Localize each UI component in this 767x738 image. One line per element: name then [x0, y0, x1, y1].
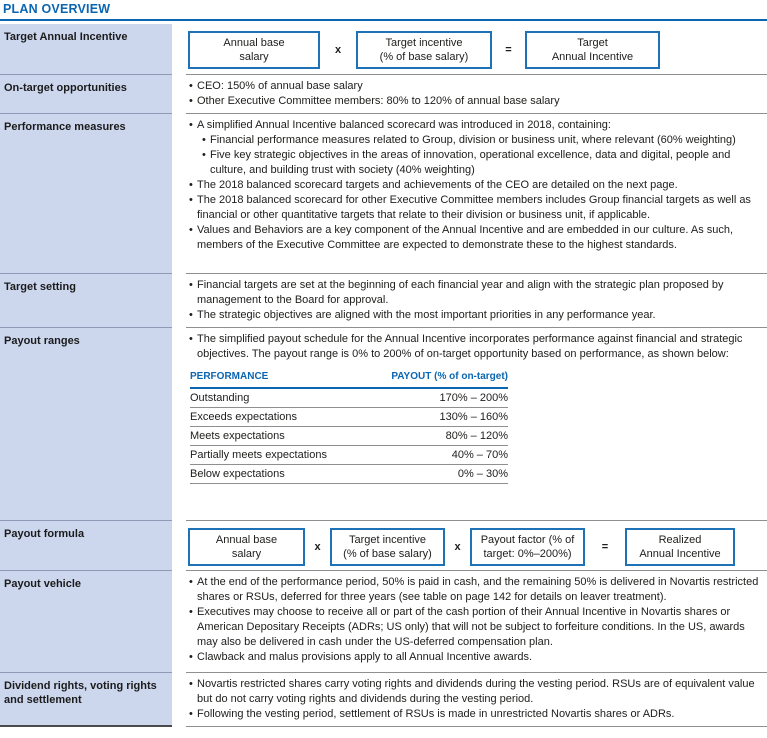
- formula-box-line: (% of base salary): [343, 548, 432, 560]
- equals-operator: =: [505, 43, 512, 56]
- formula-box-line: target: 0%–200%): [483, 548, 572, 560]
- formula-box-line: salary: [231, 548, 262, 560]
- formula-box-target-annual-incentive: [525, 31, 660, 69]
- formula-box-line: Target: [577, 37, 608, 49]
- table-row-payout-ranges: [0, 327, 767, 520]
- performance-level: Exceeds expectations: [190, 410, 298, 423]
- formula-box-line: Annual Incentive: [551, 51, 634, 63]
- formula-box-annual-base-salary: [188, 31, 320, 69]
- row-label: Payout vehicle: [0, 570, 172, 672]
- column-gap: [172, 113, 186, 273]
- table-row-on-target-opportunities: [0, 74, 767, 113]
- payout-range: 80% – 120%: [445, 429, 508, 442]
- performance-level: Outstanding: [190, 391, 250, 404]
- row-label: Target setting: [0, 273, 172, 327]
- row-content: [186, 24, 767, 74]
- formula-box-annual-base-salary: [188, 528, 305, 566]
- bullet-item: • Clawback and malus provisions apply to all Annual Incentive awards.: [188, 650, 761, 665]
- row-content: [186, 327, 767, 520]
- page-title: PLAN OVERVIEW: [3, 2, 111, 16]
- payout-range: 40% – 70%: [451, 448, 508, 461]
- row-content: [186, 672, 767, 727]
- column-gap: [172, 24, 186, 74]
- formula-box-realized-annual-incentive: [625, 528, 735, 566]
- formula-box-line: Target incentive: [348, 534, 427, 546]
- column-gap: [172, 672, 186, 727]
- bullet-item: • Financial targets are set at the beginning of each financial year and align with the strategic plan proposed by management to the Board for approval.: [188, 278, 761, 308]
- payout-range: 0% – 30%: [457, 467, 508, 480]
- payout-range: 170% – 200%: [439, 391, 508, 404]
- column-gap: [172, 327, 186, 520]
- formula-box-target-incentive: [356, 31, 492, 69]
- column-gap: [172, 570, 186, 672]
- formula-box-line: (% of base salary): [379, 51, 469, 63]
- title-rule: [0, 19, 767, 21]
- row-label: Target Annual Incentive: [0, 24, 172, 74]
- bullet-item: • CEO: 150% of annual base salary: [188, 79, 761, 94]
- row-label: On-target opportunities: [0, 74, 172, 113]
- multiply-operator: x: [314, 540, 321, 553]
- column-gap: [172, 273, 186, 327]
- performance-level: Meets expectations: [190, 429, 285, 442]
- payout-formula-diagram: [188, 528, 761, 566]
- row-label: Dividend rights, voting rights and settlement: [0, 672, 172, 727]
- payout-table: [190, 369, 508, 484]
- table-row-target-setting: [0, 273, 767, 327]
- payout-table-row: [190, 427, 508, 446]
- payout-table-row: [190, 408, 508, 427]
- column-gap: [172, 520, 186, 570]
- bullet-item: • Executives may choose to receive all or part of the cash portion of their Annual Incentive in Novartis shares or American Depositary Receipts (ADRs; US only) that will not be subject to forfeiture conditions. In the US, awards may also be delivered in cash under the US-deferred compensation plan.: [188, 605, 761, 650]
- multiply-operator: x: [454, 540, 461, 553]
- target-incentive-formula: [188, 31, 761, 69]
- sub-bullet-item: • Financial performance measures related to Group, division or business unit, where relevant (60% weighting): [201, 133, 761, 148]
- multiply-operator: x: [334, 43, 342, 56]
- formula-box-line: Payout factor (% of: [480, 534, 575, 546]
- payout-range: 130% – 160%: [439, 410, 508, 423]
- formula-box-line: Annual Incentive: [639, 548, 721, 560]
- formula-box-line: Realized: [658, 534, 702, 546]
- payout-table-row: [190, 446, 508, 465]
- column-gap: [172, 74, 186, 113]
- formula-box-target-incentive: [330, 528, 445, 566]
- bullet-item: • Following the vesting period, settlement of RSUs is made in unrestricted Novartis shares or ADRs.: [188, 707, 761, 722]
- table-row-performance-measures: [0, 113, 767, 273]
- payout-table-header-payout: PAYOUT (% of on-target): [391, 371, 508, 382]
- row-content: [186, 74, 767, 113]
- table-row-payout-formula: [0, 520, 767, 570]
- row-content: [186, 113, 767, 273]
- payout-table-header-performance: PERFORMANCE: [190, 371, 269, 382]
- row-label: Payout formula: [0, 520, 172, 570]
- equals-operator: =: [601, 540, 609, 553]
- bullet-item: • The simplified payout schedule for the Annual Incentive incorporates performance against financial and strategic objectives. The payout range is 0% to 200% of on-target opportunity based on performance, as shown below:: [188, 332, 761, 362]
- table-row-payout-vehicle: [0, 570, 767, 672]
- formula-box-line: Annual base: [223, 37, 285, 49]
- performance-level: Partially meets expectations: [190, 448, 327, 461]
- bullet-item: • The 2018 balanced scorecard for other Executive Committee members includes Group financial targets as well as financial or other quantitative targets that relate to their division or business unit, if applicable.: [188, 193, 761, 223]
- payout-table-row: [190, 389, 508, 408]
- formula-box-line: salary: [239, 51, 269, 63]
- bullet-item: • The 2018 balanced scorecard targets and achievements of the CEO are detailed on the next page.: [188, 178, 761, 193]
- row-content: [186, 273, 767, 327]
- bullet-item: • The strategic objectives are aligned with the most important priorities in any performance year.: [188, 308, 761, 323]
- payout-table-row: [190, 465, 508, 484]
- formula-box-line: Target incentive: [385, 37, 463, 49]
- row-label: Payout ranges: [0, 327, 172, 520]
- bullet-item: • A simplified Annual Incentive balanced scorecard was introduced in 2018, containing:: [188, 118, 761, 133]
- table-row-dividend-rights: [0, 672, 767, 727]
- bullet-item: • Novartis restricted shares carry voting rights and dividends during the vesting period. RSUs are of equivalent value but do not carry voting rights and dividends during the vesting period.: [188, 677, 761, 707]
- bullet-item: • Values and Behaviors are a key component of the Annual Incentive and are embedded in our culture. As such, members of the Executive Committee are expected to demonstrate these to the highest standards.: [188, 223, 761, 253]
- row-content: [186, 570, 767, 672]
- performance-level: Below expectations: [190, 467, 285, 480]
- payout-table-header: [190, 369, 508, 389]
- table-row-target-annual-incentive: [0, 24, 767, 74]
- formula-box-payout-factor: [470, 528, 585, 566]
- bullet-item: • Other Executive Committee members: 80% to 120% of annual base salary: [188, 94, 761, 109]
- formula-box-line: Annual base: [215, 534, 278, 546]
- bullet-item: • At the end of the performance period, 50% is paid in cash, and the remaining 50% is delivered in Novartis restricted shares or RSUs, deferred for three years (see table on page 142 for details on leaver treatment).: [188, 575, 761, 605]
- row-label: Performance measures: [0, 113, 172, 273]
- row-content: [186, 520, 767, 570]
- sub-bullet-item: • Five key strategic objectives in the areas of innovation, operational excellence, data and digital, people and culture, and building trust with society (40% weighting): [201, 148, 761, 178]
- plan-overview-table: [0, 24, 767, 727]
